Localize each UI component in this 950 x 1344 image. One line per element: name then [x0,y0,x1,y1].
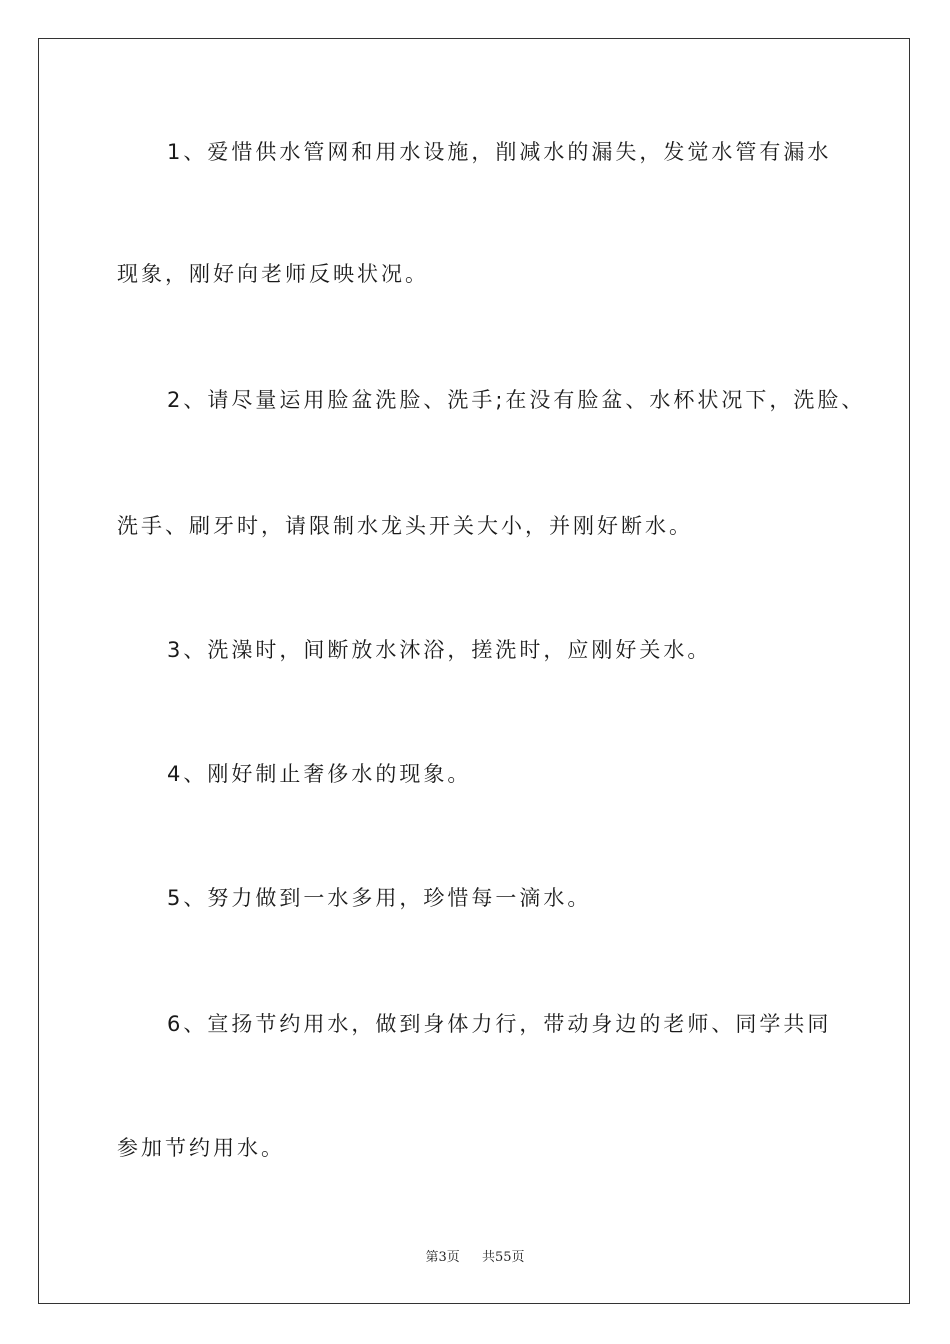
paragraph-4: 4、刚好制止奢侈水的现象。 [167,762,472,786]
page-footer [39,1246,911,1265]
paragraph-6-line-2: 参加节约用水。 [117,1136,285,1160]
page-number: 第3页 [425,1250,460,1265]
page-total: 共55页 [482,1250,525,1265]
paragraph-3: 3、洗澡时，间断放水沐浴，搓洗时，应刚好关水。 [167,638,712,662]
paragraph-1-line-1: 1、爱惜供水管网和用水设施，削减水的漏失，发觉水管有漏水 [167,140,832,164]
paragraph-2-line-1: 2、请尽量运用脸盆洗脸、洗手;在没有脸盆、水杯状况下，洗脸、 [167,388,866,412]
paragraph-1-line-2: 现象，刚好向老师反映状况。 [117,262,429,286]
paragraph-5: 5、努力做到一水多用，珍惜每一滴水。 [167,886,592,910]
paragraph-6-line-1: 6、宣扬节约用水，做到身体力行，带动身边的老师、同学共同 [167,1012,832,1036]
page-frame [38,38,910,1304]
paragraph-2-line-2: 洗手、刷牙时，请限制水龙头开关大小，并刚好断水。 [117,514,693,538]
